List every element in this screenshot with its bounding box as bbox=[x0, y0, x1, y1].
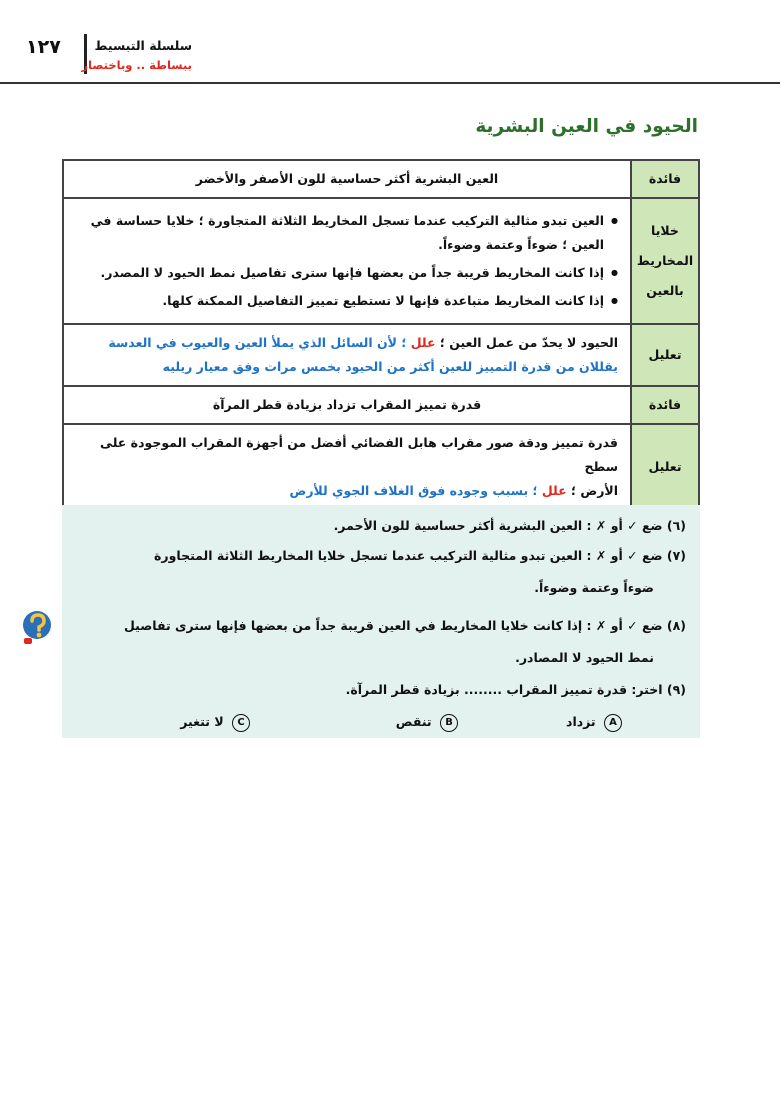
option-letter: C bbox=[232, 714, 250, 732]
reason-statement: الحيود لا يحدّ من عمل العين ؛ bbox=[439, 335, 618, 350]
row-label bbox=[631, 198, 699, 324]
row-label: فائدة bbox=[631, 386, 699, 424]
question-6: (٦) ضع ✓ أو ✗ : العين البشرية أكثر حساسية للون الأحمر. bbox=[333, 518, 686, 533]
reason-statement-cont: الأرض ؛ bbox=[571, 483, 618, 498]
row-content: قدرة تمييز المقراب تزداد بزيادة قطر المرآة bbox=[63, 386, 631, 424]
question-8-cont: نمط الحيود لا المصادر. bbox=[515, 650, 654, 665]
info-table bbox=[62, 159, 700, 511]
option-text: لا تتغير bbox=[180, 714, 224, 729]
list-item: ● إذا كانت المخاريط قريبة جداً من بعضها فإنها سترى تفاصيل نمط الحيود لا المصدر. bbox=[76, 261, 604, 285]
row-content bbox=[63, 198, 631, 324]
question-7: (٧) ضع ✓ أو ✗ : العين تبدو مثالية التركيب عندما تسجل خلايا المخاريط الثلاثة المتجاورة bbox=[154, 548, 686, 563]
row-content bbox=[63, 424, 631, 510]
question-7-cont: ضوءاً وعتمة وضوءاً. bbox=[534, 580, 654, 595]
series-tagline: ببساطة .. وباختصار bbox=[81, 58, 192, 72]
option-c[interactable] bbox=[180, 709, 250, 735]
option-a[interactable] bbox=[566, 709, 622, 735]
option-text: تزداد bbox=[566, 714, 596, 729]
bullet-list bbox=[76, 209, 618, 313]
option-letter: A bbox=[604, 714, 622, 732]
reason-answer: ؛ بسبب وجوده فوق الغلاف الجوي للأرض bbox=[289, 483, 538, 498]
reason-answer-cont: يقللان من قدرة التمييز للعين أكثر من الحيود بخمس مرات وفق معيار ريليه bbox=[162, 359, 618, 374]
row-label: تعليل bbox=[631, 424, 699, 510]
label-line: بالعين bbox=[646, 283, 684, 298]
series-name: سلسلة التبسيط bbox=[94, 38, 192, 53]
option-letter: B bbox=[440, 714, 458, 732]
section-title: الحيود في العين البشرية bbox=[475, 116, 698, 137]
option-b[interactable] bbox=[396, 709, 458, 735]
table-row bbox=[63, 198, 699, 324]
label-line: المخاريط bbox=[636, 253, 694, 268]
row-label: فائدة bbox=[631, 160, 699, 198]
reason-answer: ؛ لأن السائل الذي يملأ العين والعيوب في العدسة bbox=[108, 335, 407, 350]
header-rule bbox=[0, 82, 780, 84]
page-number: ١٢٧ bbox=[26, 36, 61, 58]
question-mark-icon bbox=[20, 608, 54, 646]
table-row bbox=[63, 386, 699, 424]
question-8: (٨) ضع ✓ أو ✗ : إذا كانت خلايا المخاريط في العين قريبة جداً من بعضها فإنها سترى تفاصيل bbox=[123, 618, 686, 633]
justify-keyword: علل bbox=[410, 335, 436, 350]
table-row bbox=[63, 424, 699, 510]
quiz-box bbox=[62, 505, 700, 738]
list-item: ● العين تبدو مثالية التركيب عندما تسجل المخاريط الثلاثة المتجاورة ؛ خلايا حساسة في العين ؛ ضوءاً وعتمة وضوءاً. bbox=[76, 209, 604, 257]
page-header bbox=[26, 32, 192, 76]
list-item: ● إذا كانت المخاريط متباعدة فإنها لا تستطيع تمييز التفاصيل الممكنة كلها. bbox=[76, 289, 604, 313]
justify-keyword: علل bbox=[541, 483, 567, 498]
row-content: العين البشرية أكثر حساسية للون الأصفر والأخضر bbox=[63, 160, 631, 198]
table-row bbox=[63, 160, 699, 198]
question-9: (٩) اختر: قدرة تمييز المقراب ........ بزيادة قطر المرآة. bbox=[345, 682, 686, 697]
row-content bbox=[63, 324, 631, 386]
label-line: خلايا bbox=[651, 223, 679, 238]
option-text: تنقص bbox=[395, 714, 432, 729]
reason-line bbox=[76, 331, 618, 355]
table-row bbox=[63, 324, 699, 386]
reason-statement: قدرة تمييز ودقة صور مقراب هابل الفضائي أفضل من أجهزة المقراب الموجودة على سطح bbox=[100, 435, 618, 474]
row-label: تعليل bbox=[631, 324, 699, 386]
reason-line bbox=[76, 479, 618, 503]
